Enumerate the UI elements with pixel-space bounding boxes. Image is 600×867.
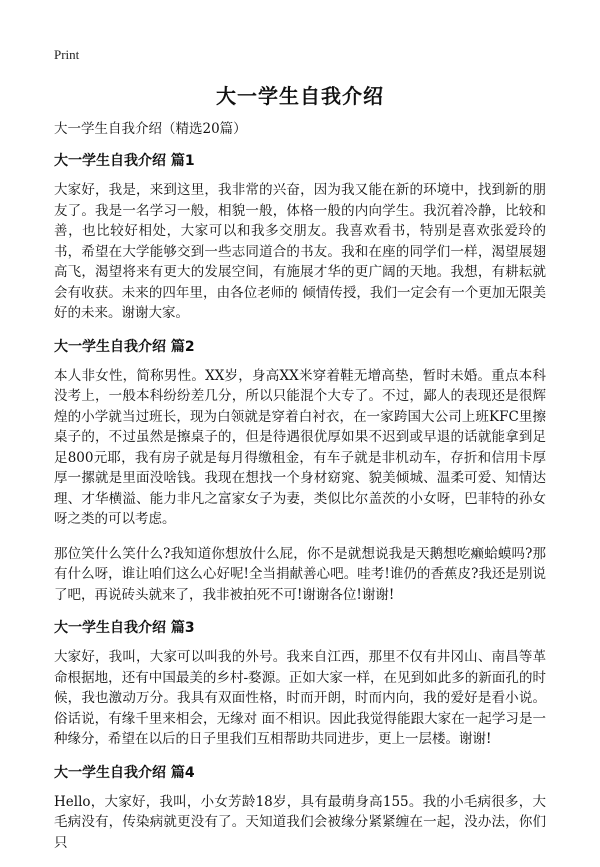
document-subtitle: 大一学生自我介绍（精选20篇）	[54, 121, 247, 137]
section-paragraph: 大家好，我是，来到这里，我非常的兴奋，因为我又能在新的环境中，找到新的朋友了。我是一名学习一般，相貌一般，体格一般的内向学生。我沉着冷静，比较和善，也比较好相处，大家可以和我多交朋友。我喜欢看书，特别是喜欢张爱玲的书，希望在大学能够交到一些志同道合的书友。我和在座的同学们一样，渴望展翅高飞，渴望将来有更大的发展空间，有施展才华的更广阔的天地。我想，有耕耘就会有收获。未来的四年里，由各位老师的 倾情传授，我们一定会有一个更加无限美好的未来。谢谢大家。	[54, 182, 546, 321]
section-paragraph: 大家好，我叫，大家可以叫我的外号。我来自江西，那里不仅有井冈山、南昌等革命根据地，还有中国最美的乡村-婺源。正如大家一样，在见到如此多的新面孔的时候，我也激动万分。我具有双面性格，时而开朗，时而内向，我的爱好是看小说。俗话说，有缘千里来相会，无缘对 面不相识。因此我觉得能跟大家在一起学习是一种缘分，希望在以后的日子里我们互相帮助共同进步，更上一层楼。谢谢!	[54, 649, 546, 747]
section-heading: 大一学生自我介绍 篇1	[54, 153, 195, 169]
section-1	[54, 152, 546, 324]
section-2	[54, 338, 546, 606]
section-paragraph: 那位笑什么笑什么?我知道你想放什么屁，你不是就想说我是天鹅想吃癞蛤蟆吗?那有什么呀，谁让咱们这么心好呢!全当捐献善心吧。哇考!谁仍的香蕉皮?我还是别说了吧，再说砖头就来了，我非被拍死不可!谢谢各位!谢谢!	[54, 545, 546, 603]
section-4	[54, 764, 546, 854]
page-title: 大一学生自我介绍	[216, 84, 384, 108]
section-3	[54, 619, 546, 750]
section-paragraph: Hello，大家好，我叫，小女芳龄18岁，具有最萌身高155。我的小毛病很多，大毛病没有，传染病就更没有了。天知道我们会被缘分紧紧缠在一起，没办法，你们只	[54, 793, 546, 851]
section-heading: 大一学生自我介绍 篇4	[54, 764, 195, 781]
section-heading: 大一学生自我介绍 篇3	[54, 620, 195, 636]
article-body	[54, 120, 546, 867]
print-label: Print	[54, 47, 80, 62]
section-heading: 大一学生自我介绍 篇2	[54, 338, 195, 355]
section-paragraph: 本人非女性，简称男性。XX岁，身高XX米穿着鞋无增高垫，暂时未婚。重点本科没考上，一般本科纷纷差几分，所以只能混个大专了。不过，鄙人的表现还是很辉煌的小学就当过班长，现为白领就是穿着白衬衣，在一家跨国大公司上班KFC里擦桌子的，不过虽然是擦桌子的，但是待遇很优厚如果不迟到或早退的话就能拿到足足800元耶，我有房子就是每月得缴租金，有车子就是非机动车，存折和信用卡厚厚一摞就是里面没啥钱。我现在想找一个身材窈窕、貌美倾城、温柔可爱、知情达理、才华横溢、能力非凡之富家女子为妻，类似比尔盖茨的小女呀，巴菲特的孙女呀之类的可以考虑。	[54, 367, 546, 527]
